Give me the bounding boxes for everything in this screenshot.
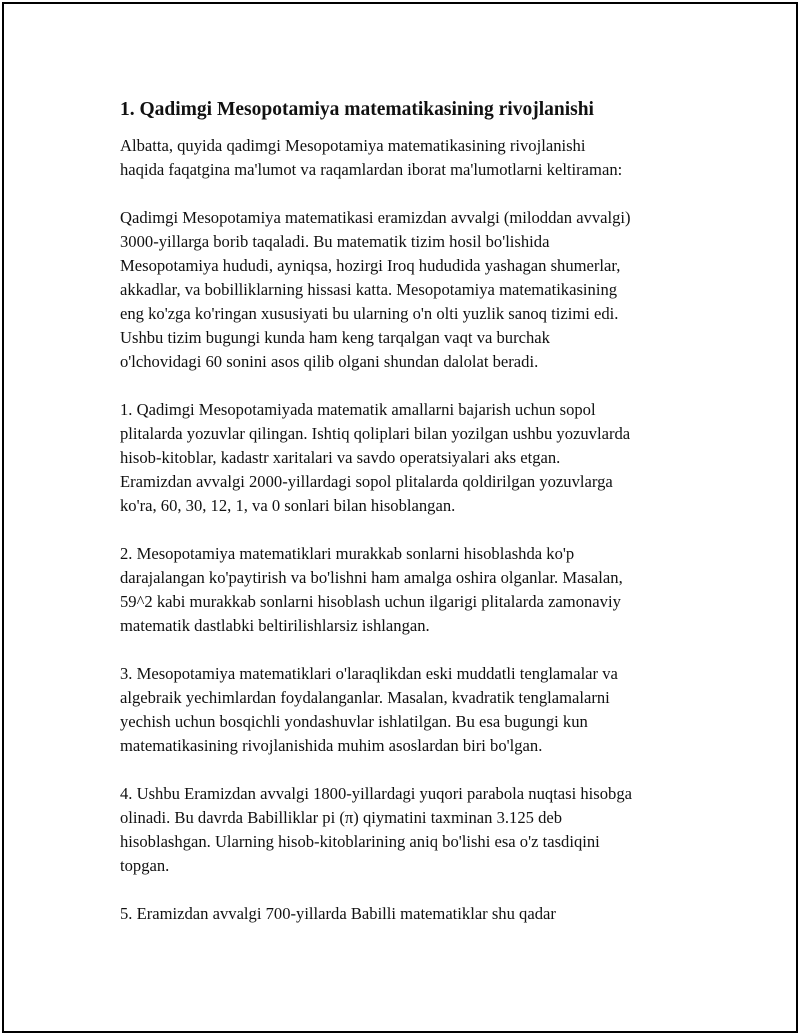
paragraph: [120, 902, 695, 926]
document-content: [120, 96, 695, 950]
text-line: ko'ra, 60, 30, 12, 1, va 0 sonlari bilan hisoblangan.: [120, 496, 456, 515]
text-line: yechish uchun bosqichli yondashuvlar ishlatilgan. Bu esa bugungi kun: [120, 712, 588, 731]
text-line: darajalangan ko'paytirish va bo'lishni ham amalga oshira olganlar. Masalan,: [120, 568, 623, 587]
text-line: algebraik yechimlardan foydalanganlar. Masalan, kvadratik tenglamalarni: [120, 688, 610, 707]
paragraph: [120, 662, 695, 758]
text-line: matematik dastlabki beltirilishlarsiz ishlangan.: [120, 616, 430, 635]
paragraph: [120, 542, 695, 638]
paragraph: [120, 398, 695, 518]
text-line: 59^2 kabi murakkab sonlarni hisoblash uchun ilgarigi plitalarda zamonaviy: [120, 592, 621, 611]
text-line: 4. Ushbu Eramizdan avvalgi 1800-yillardagi yuqori parabola nuqtasi hisobga: [120, 784, 632, 803]
paragraph: [120, 782, 695, 878]
text-line: 5. Eramizdan avvalgi 700-yillarda Babilli matematiklar shu qadar: [120, 904, 556, 923]
paragraph: [120, 206, 695, 374]
text-line: haqida faqatgina ma'lumot va raqamlardan iborat ma'lumotlarni keltiraman:: [120, 160, 623, 179]
text-line: 2. Mesopotamiya matematiklari murakkab sonlarni hisoblashda ko'p: [120, 544, 575, 563]
text-line: olinadi. Bu davrda Babilliklar pi (π) qiymatini taxminan 3.125 deb: [120, 808, 563, 827]
text-line: hisob-kitoblar, kadastr xaritalari va savdo operatsiyalari aks etgan.: [120, 448, 561, 467]
text-line: akkadlar, va bobilliklarning hissasi katta. Mesopotamiya matematikasining: [120, 280, 618, 299]
paragraph: [120, 134, 695, 182]
text-line: o'lchovidagi 60 sonini asos qilib olgani shundan dalolat beradi.: [120, 352, 539, 371]
text-line: plitalarda yozuvlar qilingan. Ishtiq qoliplari bilan yozilgan ushbu yozuvlarda: [120, 424, 631, 443]
text-line: Ushbu tizim bugungi kunda ham keng tarqalgan vaqt va burchak: [120, 328, 550, 347]
text-line: Qadimgi Mesopotamiya matematikasi eramizdan avvalgi (miloddan avvalgi): [120, 208, 631, 227]
text-line: Eramizdan avvalgi 2000-yillardagi sopol plitalarda qoldirilgan yozuvlarga: [120, 472, 613, 491]
document-page: [2, 2, 798, 1033]
text-line: matematikasining rivojlanishida muhim asoslardan biri bo'lgan.: [120, 736, 543, 755]
text-line: Mesopotamiya hududi, ayniqsa, hozirgi Iroq hududida yashagan shumerlar,: [120, 256, 621, 275]
text-line: 3000-yillarga borib taqaladi. Bu matematik tizim hosil bo'lishida: [120, 232, 550, 251]
text-line: 1. Qadimgi Mesopotamiyada matematik amallarni bajarish uchun sopol: [120, 400, 596, 419]
text-line: Albatta, quyida qadimgi Mesopotamiya matematikasining rivojlanishi: [120, 136, 586, 155]
text-line: 3. Mesopotamiya matematiklari o'laraqlikdan eski muddatli tenglamalar va: [120, 664, 618, 683]
text-line: topgan.: [120, 856, 170, 875]
document-title: 1. Qadimgi Mesopotamiya matematikasining rivojlanishi: [120, 99, 594, 120]
text-line: eng ko'zga ko'ringan xususiyati bu ularning o'n olti yuzlik sanoq tizimi edi.: [120, 304, 619, 323]
text-line: hisoblashgan. Ularning hisob-kitoblarining aniq bo'lishi esa o'z tasdiqini: [120, 832, 600, 851]
paragraph-list: [120, 134, 695, 926]
